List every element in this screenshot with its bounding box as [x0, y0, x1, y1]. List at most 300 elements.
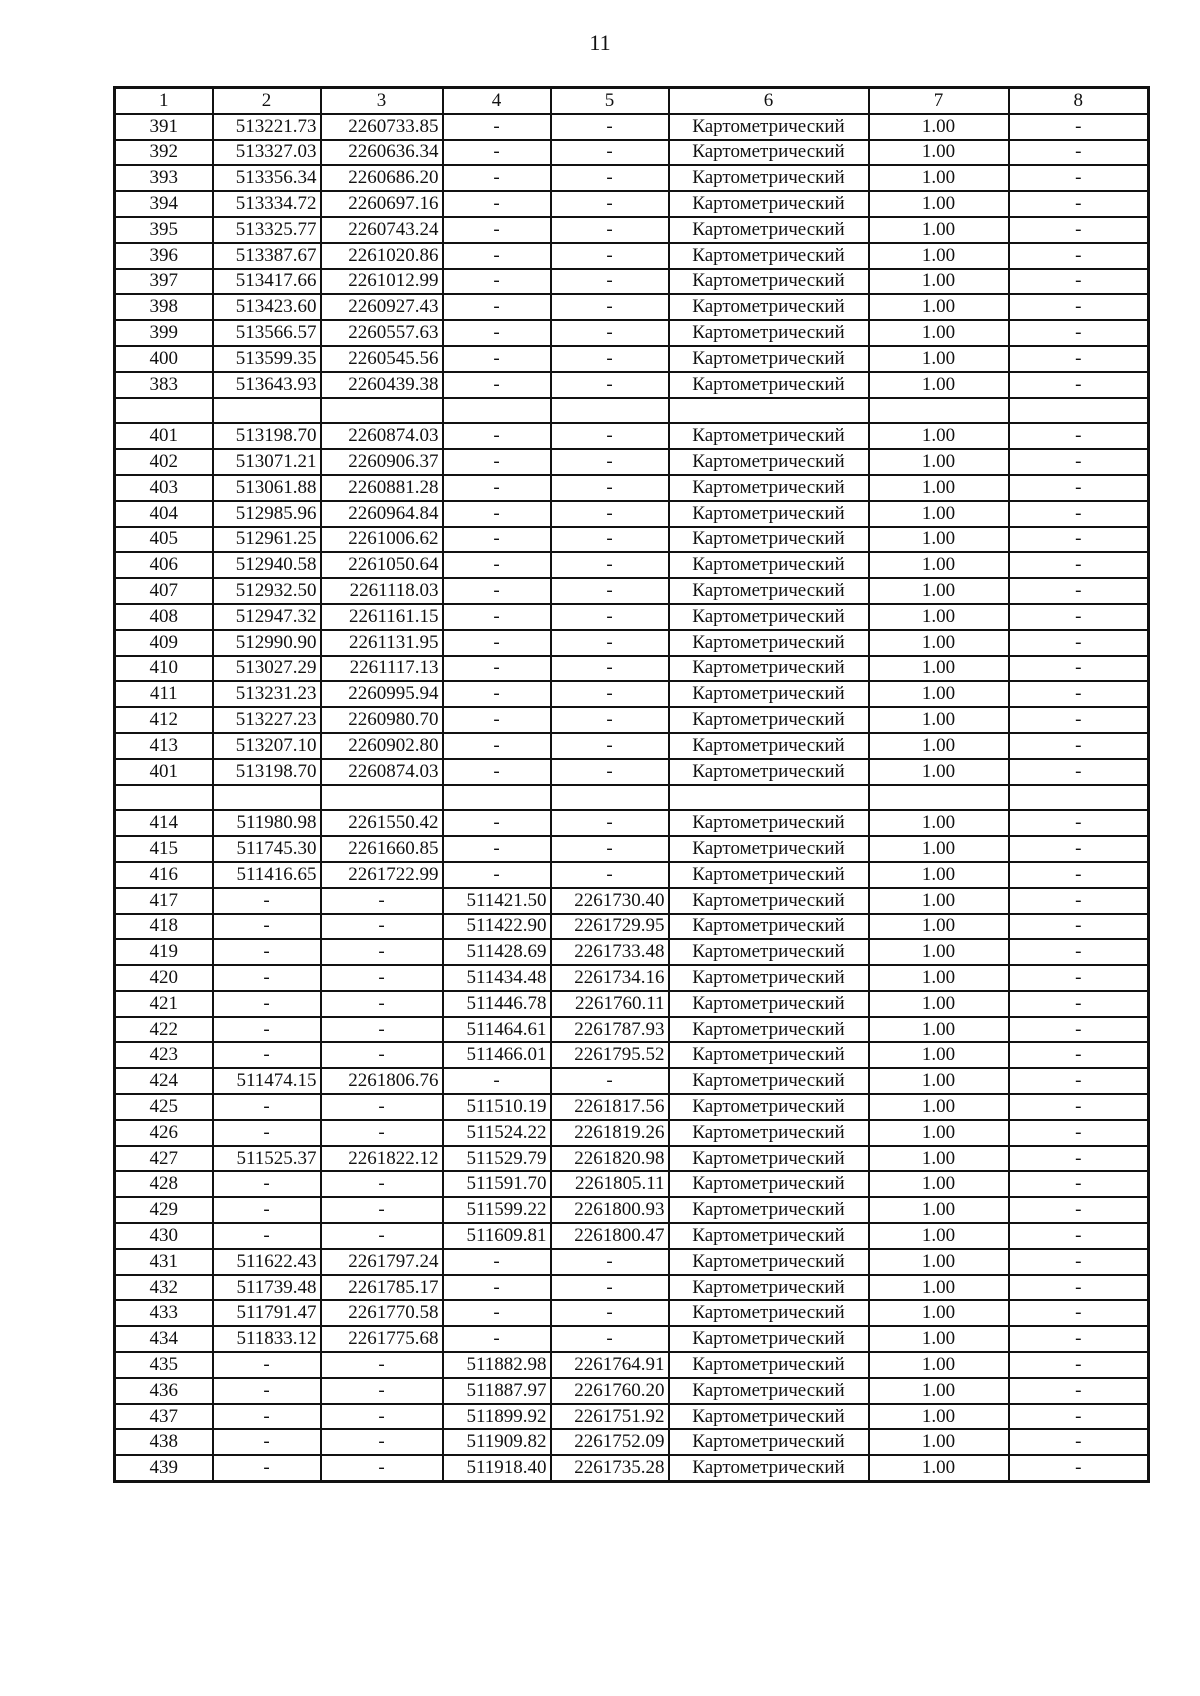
accuracy-cell: 1.00	[869, 346, 1009, 372]
y-coordinate-cell: -	[321, 1197, 443, 1223]
x-new-coordinate-cell: 511609.81	[443, 1223, 551, 1249]
y-coordinate-cell: 2261020.86	[321, 243, 443, 269]
table-row	[115, 991, 1149, 1017]
x-coordinate-cell: -	[213, 888, 321, 914]
point-number-cell: 406	[115, 552, 213, 578]
accuracy-cell: 1.00	[869, 681, 1009, 707]
x-coordinate-cell: 513387.67	[213, 243, 321, 269]
point-number-cell: 403	[115, 475, 213, 501]
accuracy-cell: 1.00	[869, 759, 1009, 785]
y-coordinate-cell: 2261118.03	[321, 578, 443, 604]
accuracy-cell: 1.00	[869, 939, 1009, 965]
note-cell: -	[1009, 578, 1149, 604]
point-number-cell	[115, 398, 213, 424]
accuracy-cell: 1.00	[869, 423, 1009, 449]
y-coordinate-cell: 2260964.84	[321, 501, 443, 527]
method-cell: Картометрический	[669, 294, 869, 320]
method-cell: Картометрический	[669, 1378, 869, 1404]
accuracy-cell: 1.00	[869, 888, 1009, 914]
y-coordinate-cell: 2261785.17	[321, 1275, 443, 1301]
x-coordinate-cell: 512961.25	[213, 527, 321, 553]
note-cell: -	[1009, 707, 1149, 733]
x-coordinate-cell: -	[213, 1120, 321, 1146]
table-row	[115, 1249, 1149, 1275]
method-cell: Картометрический	[669, 372, 869, 398]
table-row	[115, 346, 1149, 372]
x-coordinate-cell: 513198.70	[213, 423, 321, 449]
point-number-cell: 408	[115, 604, 213, 630]
column-header: 3	[321, 88, 443, 114]
x-coordinate-cell: 511622.43	[213, 1249, 321, 1275]
note-cell: -	[1009, 1352, 1149, 1378]
column-header: 2	[213, 88, 321, 114]
table-row	[115, 475, 1149, 501]
x-new-coordinate-cell: -	[443, 372, 551, 398]
accuracy-cell: 1.00	[869, 991, 1009, 1017]
point-number-cell: 398	[115, 294, 213, 320]
point-number-cell: 407	[115, 578, 213, 604]
table-row	[115, 165, 1149, 191]
x-new-coordinate-cell: 511428.69	[443, 939, 551, 965]
note-cell: -	[1009, 1197, 1149, 1223]
note-cell: -	[1009, 681, 1149, 707]
note-cell: -	[1009, 939, 1149, 965]
x-coordinate-cell	[213, 398, 321, 424]
note-cell: -	[1009, 604, 1149, 630]
point-number-cell: 414	[115, 810, 213, 836]
x-new-coordinate-cell: 511887.97	[443, 1378, 551, 1404]
table-row	[115, 1223, 1149, 1249]
point-number-cell: 415	[115, 836, 213, 862]
note-cell: -	[1009, 1275, 1149, 1301]
accuracy-cell: 1.00	[869, 1068, 1009, 1094]
y-coordinate-cell: 2260697.16	[321, 191, 443, 217]
y-new-coordinate-cell: 2261733.48	[551, 939, 669, 965]
table-row	[115, 810, 1149, 836]
point-number-cell: 431	[115, 1249, 213, 1275]
x-new-coordinate-cell: -	[443, 217, 551, 243]
accuracy-cell: 1.00	[869, 449, 1009, 475]
method-cell: Картометрический	[669, 243, 869, 269]
table-row	[115, 604, 1149, 630]
accuracy-cell: 1.00	[869, 656, 1009, 682]
method-cell	[669, 398, 869, 424]
point-number-cell: 438	[115, 1429, 213, 1455]
method-cell: Картометрический	[669, 1404, 869, 1430]
x-new-coordinate-cell: -	[443, 114, 551, 140]
table-row	[115, 1300, 1149, 1326]
y-coordinate-cell: -	[321, 1042, 443, 1068]
point-number-cell: 419	[115, 939, 213, 965]
y-new-coordinate-cell: -	[551, 578, 669, 604]
y-coordinate-cell	[321, 398, 443, 424]
point-number-cell: 427	[115, 1146, 213, 1172]
method-cell: Картометрический	[669, 707, 869, 733]
table-row	[115, 1404, 1149, 1430]
method-cell: Картометрический	[669, 1223, 869, 1249]
method-cell: Картометрический	[669, 733, 869, 759]
y-new-coordinate-cell: -	[551, 1249, 669, 1275]
method-cell: Картометрический	[669, 1146, 869, 1172]
y-new-coordinate-cell: -	[551, 527, 669, 553]
y-new-coordinate-cell: -	[551, 217, 669, 243]
x-coordinate-cell: -	[213, 1404, 321, 1430]
x-new-coordinate-cell: -	[443, 1300, 551, 1326]
point-number-cell: 429	[115, 1197, 213, 1223]
method-cell: Картометрический	[669, 1300, 869, 1326]
y-coordinate-cell: -	[321, 1120, 443, 1146]
x-coordinate-cell	[213, 785, 321, 811]
table-row	[115, 449, 1149, 475]
y-coordinate-cell: 2261722.99	[321, 862, 443, 888]
x-coordinate-cell: 513643.93	[213, 372, 321, 398]
y-new-coordinate-cell: -	[551, 656, 669, 682]
y-coordinate-cell	[321, 785, 443, 811]
point-number-cell: 383	[115, 372, 213, 398]
y-new-coordinate-cell: 2261805.11	[551, 1171, 669, 1197]
table-row	[115, 1171, 1149, 1197]
x-new-coordinate-cell: -	[443, 449, 551, 475]
accuracy-cell: 1.00	[869, 372, 1009, 398]
x-coordinate-cell: 513423.60	[213, 294, 321, 320]
table-row	[115, 1094, 1149, 1120]
x-coordinate-cell: 513221.73	[213, 114, 321, 140]
table-row	[115, 217, 1149, 243]
method-cell: Картометрический	[669, 862, 869, 888]
y-new-coordinate-cell: -	[551, 114, 669, 140]
table-row	[115, 114, 1149, 140]
note-cell: -	[1009, 191, 1149, 217]
note-cell: -	[1009, 217, 1149, 243]
y-coordinate-cell: 2260902.80	[321, 733, 443, 759]
accuracy-cell: 1.00	[869, 1378, 1009, 1404]
table-row	[115, 372, 1149, 398]
y-new-coordinate-cell: 2261817.56	[551, 1094, 669, 1120]
accuracy-cell: 1.00	[869, 165, 1009, 191]
x-new-coordinate-cell: 511909.82	[443, 1429, 551, 1455]
table-row	[115, 965, 1149, 991]
accuracy-cell: 1.00	[869, 630, 1009, 656]
y-coordinate-cell: 2260906.37	[321, 449, 443, 475]
method-cell: Картометрический	[669, 449, 869, 475]
table-row	[115, 759, 1149, 785]
x-coordinate-cell: 512932.50	[213, 578, 321, 604]
accuracy-cell: 1.00	[869, 1223, 1009, 1249]
note-cell: -	[1009, 294, 1149, 320]
method-cell: Картометрический	[669, 965, 869, 991]
point-number-cell: 391	[115, 114, 213, 140]
table-row	[115, 733, 1149, 759]
x-new-coordinate-cell: -	[443, 191, 551, 217]
x-new-coordinate-cell: -	[443, 630, 551, 656]
y-new-coordinate-cell: 2261795.52	[551, 1042, 669, 1068]
note-cell: -	[1009, 1120, 1149, 1146]
note-cell: -	[1009, 1300, 1149, 1326]
x-new-coordinate-cell: 511529.79	[443, 1146, 551, 1172]
x-new-coordinate-cell: 511422.90	[443, 914, 551, 940]
x-new-coordinate-cell: -	[443, 836, 551, 862]
x-new-coordinate-cell: -	[443, 165, 551, 191]
accuracy-cell: 1.00	[869, 707, 1009, 733]
table-row	[115, 1378, 1149, 1404]
method-cell: Картометрический	[669, 217, 869, 243]
table-row	[115, 140, 1149, 166]
note-cell: -	[1009, 630, 1149, 656]
note-cell: -	[1009, 1223, 1149, 1249]
x-coordinate-cell: -	[213, 914, 321, 940]
accuracy-cell: 1.00	[869, 1352, 1009, 1378]
accuracy-cell: 1.00	[869, 243, 1009, 269]
y-new-coordinate-cell: -	[551, 346, 669, 372]
note-cell: -	[1009, 810, 1149, 836]
note-cell: -	[1009, 1404, 1149, 1430]
y-new-coordinate-cell: -	[551, 707, 669, 733]
note-cell: -	[1009, 1094, 1149, 1120]
point-number-cell: 400	[115, 346, 213, 372]
accuracy-cell: 1.00	[869, 1146, 1009, 1172]
table-row	[115, 939, 1149, 965]
table-row	[115, 914, 1149, 940]
table-row	[115, 681, 1149, 707]
y-new-coordinate-cell: -	[551, 1300, 669, 1326]
table-row	[115, 1017, 1149, 1043]
point-number-cell: 421	[115, 991, 213, 1017]
method-cell: Картометрический	[669, 1171, 869, 1197]
y-new-coordinate-cell	[551, 398, 669, 424]
point-number-cell: 432	[115, 1275, 213, 1301]
y-new-coordinate-cell: -	[551, 449, 669, 475]
x-new-coordinate-cell: -	[443, 346, 551, 372]
point-number-cell: 425	[115, 1094, 213, 1120]
note-cell: -	[1009, 1146, 1149, 1172]
y-new-coordinate-cell: -	[551, 733, 669, 759]
y-new-coordinate-cell: -	[551, 862, 669, 888]
x-new-coordinate-cell	[443, 398, 551, 424]
accuracy-cell: 1.00	[869, 810, 1009, 836]
method-cell: Картометрический	[669, 1429, 869, 1455]
y-coordinate-cell: 2261161.15	[321, 604, 443, 630]
point-number-cell: 437	[115, 1404, 213, 1430]
x-coordinate-cell: 512947.32	[213, 604, 321, 630]
accuracy-cell: 1.00	[869, 965, 1009, 991]
x-coordinate-cell: 511745.30	[213, 836, 321, 862]
accuracy-cell: 1.00	[869, 552, 1009, 578]
accuracy-cell: 1.00	[869, 114, 1009, 140]
y-coordinate-cell: -	[321, 965, 443, 991]
table-row	[115, 630, 1149, 656]
table-row	[115, 1326, 1149, 1352]
x-coordinate-cell: 513327.03	[213, 140, 321, 166]
y-new-coordinate-cell: -	[551, 1326, 669, 1352]
method-cell: Картометрический	[669, 836, 869, 862]
y-coordinate-cell: 2260881.28	[321, 475, 443, 501]
note-cell	[1009, 398, 1149, 424]
x-new-coordinate-cell: 511446.78	[443, 991, 551, 1017]
coordinates-table	[113, 86, 1150, 1483]
x-new-coordinate-cell: -	[443, 681, 551, 707]
method-cell: Картометрический	[669, 269, 869, 295]
point-number-cell: 405	[115, 527, 213, 553]
y-new-coordinate-cell: 2261800.47	[551, 1223, 669, 1249]
note-cell: -	[1009, 759, 1149, 785]
point-number-cell: 404	[115, 501, 213, 527]
accuracy-cell: 1.00	[869, 527, 1009, 553]
y-coordinate-cell: -	[321, 1171, 443, 1197]
method-cell: Картометрический	[669, 527, 869, 553]
y-new-coordinate-cell: -	[551, 165, 669, 191]
table-row	[115, 578, 1149, 604]
x-coordinate-cell: 513231.23	[213, 681, 321, 707]
x-new-coordinate-cell: -	[443, 140, 551, 166]
x-coordinate-cell: 511739.48	[213, 1275, 321, 1301]
method-cell: Картометрический	[669, 1094, 869, 1120]
accuracy-cell: 1.00	[869, 1249, 1009, 1275]
table-row	[115, 527, 1149, 553]
y-new-coordinate-cell: -	[551, 372, 669, 398]
point-number-cell: 401	[115, 759, 213, 785]
table-row	[115, 294, 1149, 320]
x-coordinate-cell: -	[213, 1352, 321, 1378]
point-number-cell: 417	[115, 888, 213, 914]
x-new-coordinate-cell: 511899.92	[443, 1404, 551, 1430]
point-number-cell: 434	[115, 1326, 213, 1352]
method-cell: Картометрический	[669, 346, 869, 372]
x-new-coordinate-cell: -	[443, 501, 551, 527]
note-cell: -	[1009, 1429, 1149, 1455]
x-coordinate-cell: 513599.35	[213, 346, 321, 372]
note-cell: -	[1009, 449, 1149, 475]
x-coordinate-cell: -	[213, 1171, 321, 1197]
method-cell: Картометрический	[669, 1455, 869, 1481]
y-coordinate-cell: 2261806.76	[321, 1068, 443, 1094]
x-coordinate-cell: 513198.70	[213, 759, 321, 785]
table-row	[115, 269, 1149, 295]
note-cell: -	[1009, 1042, 1149, 1068]
note-cell: -	[1009, 346, 1149, 372]
x-coordinate-cell: 513356.34	[213, 165, 321, 191]
y-new-coordinate-cell: 2261752.09	[551, 1429, 669, 1455]
method-cell: Картометрический	[669, 630, 869, 656]
note-cell: -	[1009, 1455, 1149, 1481]
x-new-coordinate-cell: 511434.48	[443, 965, 551, 991]
note-cell: -	[1009, 552, 1149, 578]
y-new-coordinate-cell: -	[551, 320, 669, 346]
point-number-cell: 426	[115, 1120, 213, 1146]
method-cell: Картометрический	[669, 759, 869, 785]
x-new-coordinate-cell: -	[443, 1275, 551, 1301]
y-coordinate-cell: 2260439.38	[321, 372, 443, 398]
x-coordinate-cell: 513207.10	[213, 733, 321, 759]
table-row	[115, 398, 1149, 424]
note-cell: -	[1009, 475, 1149, 501]
table-row	[115, 1275, 1149, 1301]
table-row	[115, 552, 1149, 578]
table-row	[115, 423, 1149, 449]
y-new-coordinate-cell: -	[551, 630, 669, 656]
y-coordinate-cell: -	[321, 914, 443, 940]
y-new-coordinate-cell: 2261819.26	[551, 1120, 669, 1146]
x-coordinate-cell: 513566.57	[213, 320, 321, 346]
y-new-coordinate-cell: -	[551, 475, 669, 501]
accuracy-cell: 1.00	[869, 140, 1009, 166]
point-number-cell: 401	[115, 423, 213, 449]
point-number-cell: 416	[115, 862, 213, 888]
y-new-coordinate-cell: -	[551, 1275, 669, 1301]
x-coordinate-cell: 513227.23	[213, 707, 321, 733]
y-coordinate-cell: 2261131.95	[321, 630, 443, 656]
accuracy-cell: 1.00	[869, 501, 1009, 527]
y-new-coordinate-cell: -	[551, 269, 669, 295]
column-header: 6	[669, 88, 869, 114]
accuracy-cell: 1.00	[869, 1275, 1009, 1301]
x-new-coordinate-cell: -	[443, 243, 551, 269]
note-cell: -	[1009, 423, 1149, 449]
x-coordinate-cell: -	[213, 1197, 321, 1223]
point-number-cell: 395	[115, 217, 213, 243]
x-new-coordinate-cell: -	[443, 552, 551, 578]
accuracy-cell: 1.00	[869, 320, 1009, 346]
note-cell: -	[1009, 1171, 1149, 1197]
x-new-coordinate-cell: -	[443, 604, 551, 630]
table-row	[115, 1042, 1149, 1068]
y-coordinate-cell: -	[321, 1404, 443, 1430]
point-number-cell: 436	[115, 1378, 213, 1404]
table-row	[115, 1352, 1149, 1378]
y-coordinate-cell: 2261775.68	[321, 1326, 443, 1352]
point-number-cell: 423	[115, 1042, 213, 1068]
y-coordinate-cell: 2260686.20	[321, 165, 443, 191]
note-cell: -	[1009, 914, 1149, 940]
x-coordinate-cell: -	[213, 1429, 321, 1455]
table-header-row	[115, 88, 1149, 114]
x-coordinate-cell: 513027.29	[213, 656, 321, 682]
x-new-coordinate-cell: -	[443, 1249, 551, 1275]
method-cell: Картометрический	[669, 1326, 869, 1352]
y-coordinate-cell: 2261117.13	[321, 656, 443, 682]
accuracy-cell: 1.00	[869, 1171, 1009, 1197]
x-coordinate-cell: 513061.88	[213, 475, 321, 501]
accuracy-cell: 1.00	[869, 836, 1009, 862]
y-new-coordinate-cell: -	[551, 1068, 669, 1094]
x-coordinate-cell: -	[213, 1223, 321, 1249]
method-cell: Картометрический	[669, 1197, 869, 1223]
x-new-coordinate-cell	[443, 785, 551, 811]
table-row	[115, 501, 1149, 527]
x-coordinate-cell: -	[213, 1042, 321, 1068]
y-new-coordinate-cell: -	[551, 191, 669, 217]
x-new-coordinate-cell: 511599.22	[443, 1197, 551, 1223]
note-cell: -	[1009, 656, 1149, 682]
table-row	[115, 888, 1149, 914]
x-new-coordinate-cell: -	[443, 294, 551, 320]
x-new-coordinate-cell: 511466.01	[443, 1042, 551, 1068]
y-coordinate-cell: 2260743.24	[321, 217, 443, 243]
note-cell: -	[1009, 733, 1149, 759]
y-coordinate-cell: 2261660.85	[321, 836, 443, 862]
x-coordinate-cell: 513071.21	[213, 449, 321, 475]
accuracy-cell: 1.00	[869, 1042, 1009, 1068]
x-new-coordinate-cell: -	[443, 1068, 551, 1094]
x-new-coordinate-cell: 511918.40	[443, 1455, 551, 1481]
y-coordinate-cell: 2260995.94	[321, 681, 443, 707]
table-row	[115, 243, 1149, 269]
method-cell: Картометрический	[669, 1120, 869, 1146]
accuracy-cell: 1.00	[869, 604, 1009, 630]
accuracy-cell	[869, 785, 1009, 811]
method-cell: Картометрический	[669, 320, 869, 346]
x-new-coordinate-cell: 511421.50	[443, 888, 551, 914]
note-cell: -	[1009, 965, 1149, 991]
